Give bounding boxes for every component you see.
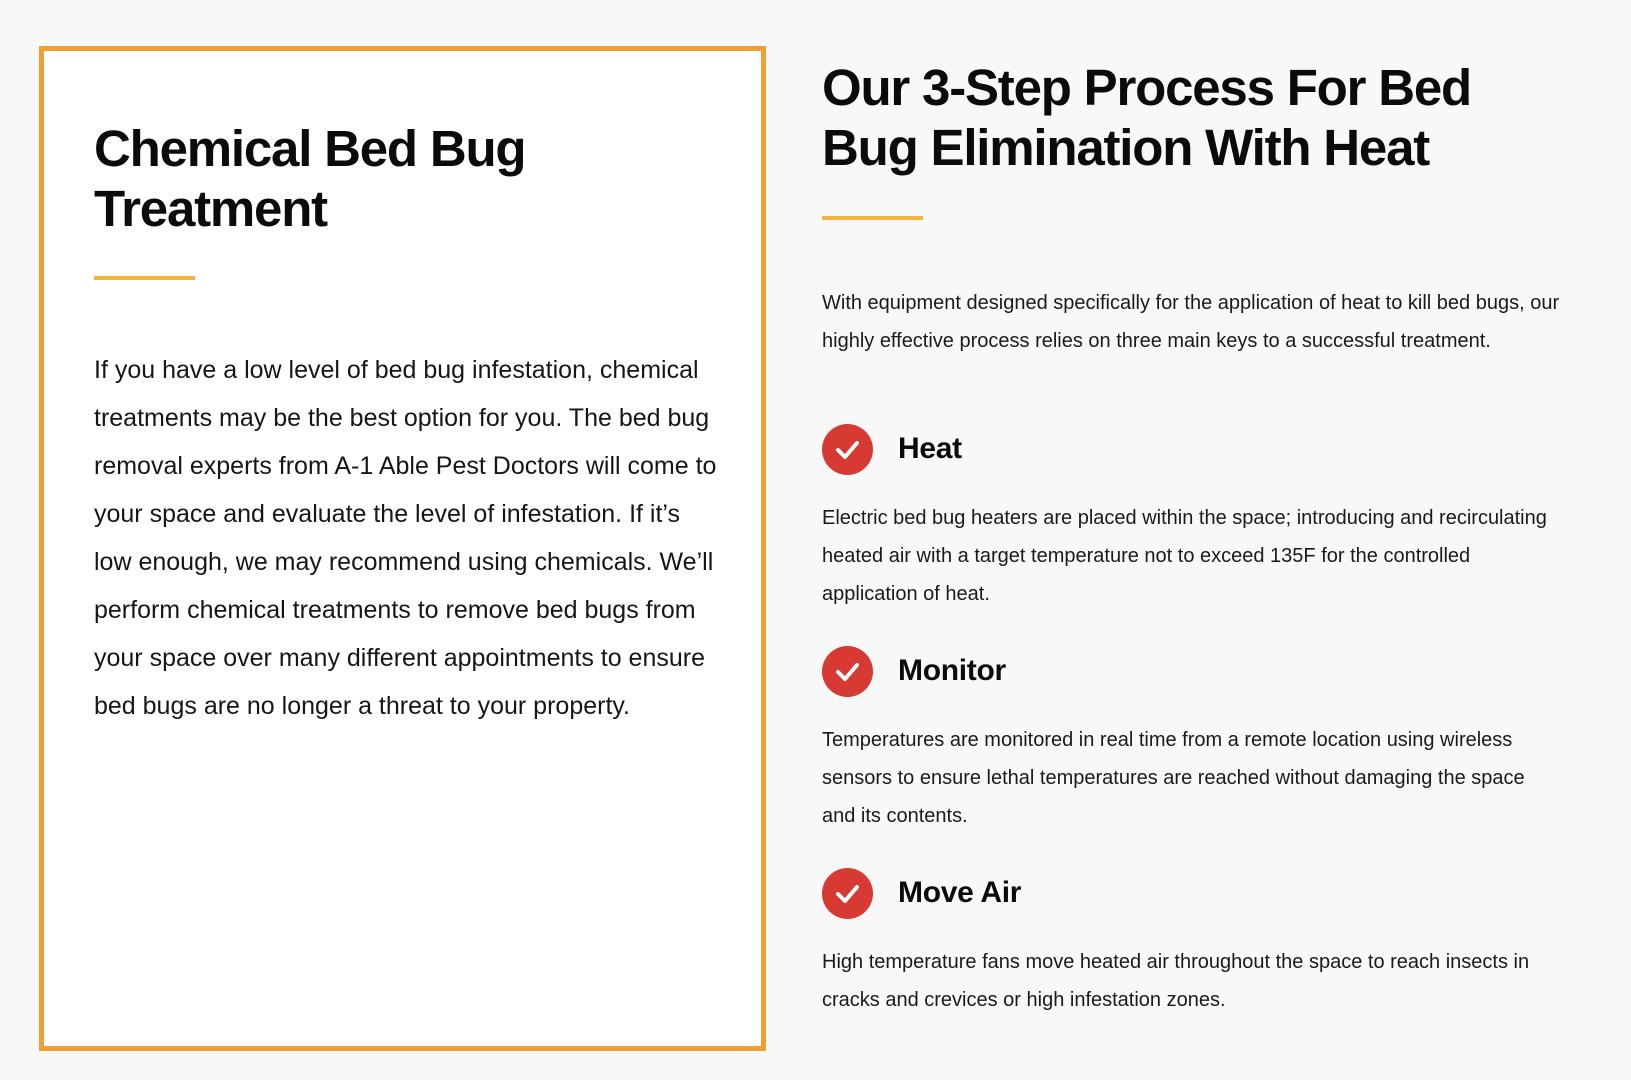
step-description: High temperature fans move heated air throughout the space to reach insects in cracks and crevices or high infestation zones. (822, 951, 1530, 1011)
heat-process-title: Our 3-Step Process For Bed Bug Elimination With Heat (822, 59, 1471, 176)
step-title: Move Air (898, 876, 1022, 909)
step-header (822, 646, 1562, 698)
checkmark-icon (835, 883, 860, 904)
heat-process-intro: With equipment designed specifically for the application of heat to kill bed bugs, our highly effective process relies on three main keys to a successful treatment. (822, 292, 1560, 352)
title-divider (822, 216, 923, 220)
step-title: Heat (898, 432, 962, 465)
checkmark-icon (835, 439, 860, 460)
step-description: Temperatures are monitored in real time from a remote location using wireless sensors to ensure lethal temperatures are reached without damaging the space and its contents. (822, 729, 1525, 827)
step-heat (822, 424, 1562, 613)
step-description: Electric bed bug heaters are placed within the space; introducing and recirculating heated air with a target temperature not to exceed 135F for the controlled application of heat. (822, 507, 1547, 605)
check-circle-icon (822, 424, 873, 475)
chemical-treatment-card (39, 46, 766, 1051)
check-circle-icon (822, 868, 873, 919)
checkmark-icon (835, 661, 860, 682)
step-header (822, 424, 1562, 476)
check-circle-icon (822, 646, 873, 697)
step-title: Monitor (898, 654, 1006, 687)
title-divider (94, 276, 195, 280)
step-monitor (822, 646, 1562, 835)
chemical-treatment-description: If you have a low level of bed bug infestation, chemical treatments may be the best option for you. The bed bug removal experts from A-1 Able Pest Doctors will come to your space and evaluate the level of infestation. If it’s low enough, we may recommend using chemicals. We’ll perform chemical treatments to remove bed bugs from your space over many different appointments to ensure bed bugs are no longer a threat to your property. (94, 356, 717, 720)
chemical-treatment-title: Chemical Bed Bug Treatment (94, 120, 526, 237)
step-move-air (822, 868, 1562, 1019)
step-header (822, 868, 1562, 920)
